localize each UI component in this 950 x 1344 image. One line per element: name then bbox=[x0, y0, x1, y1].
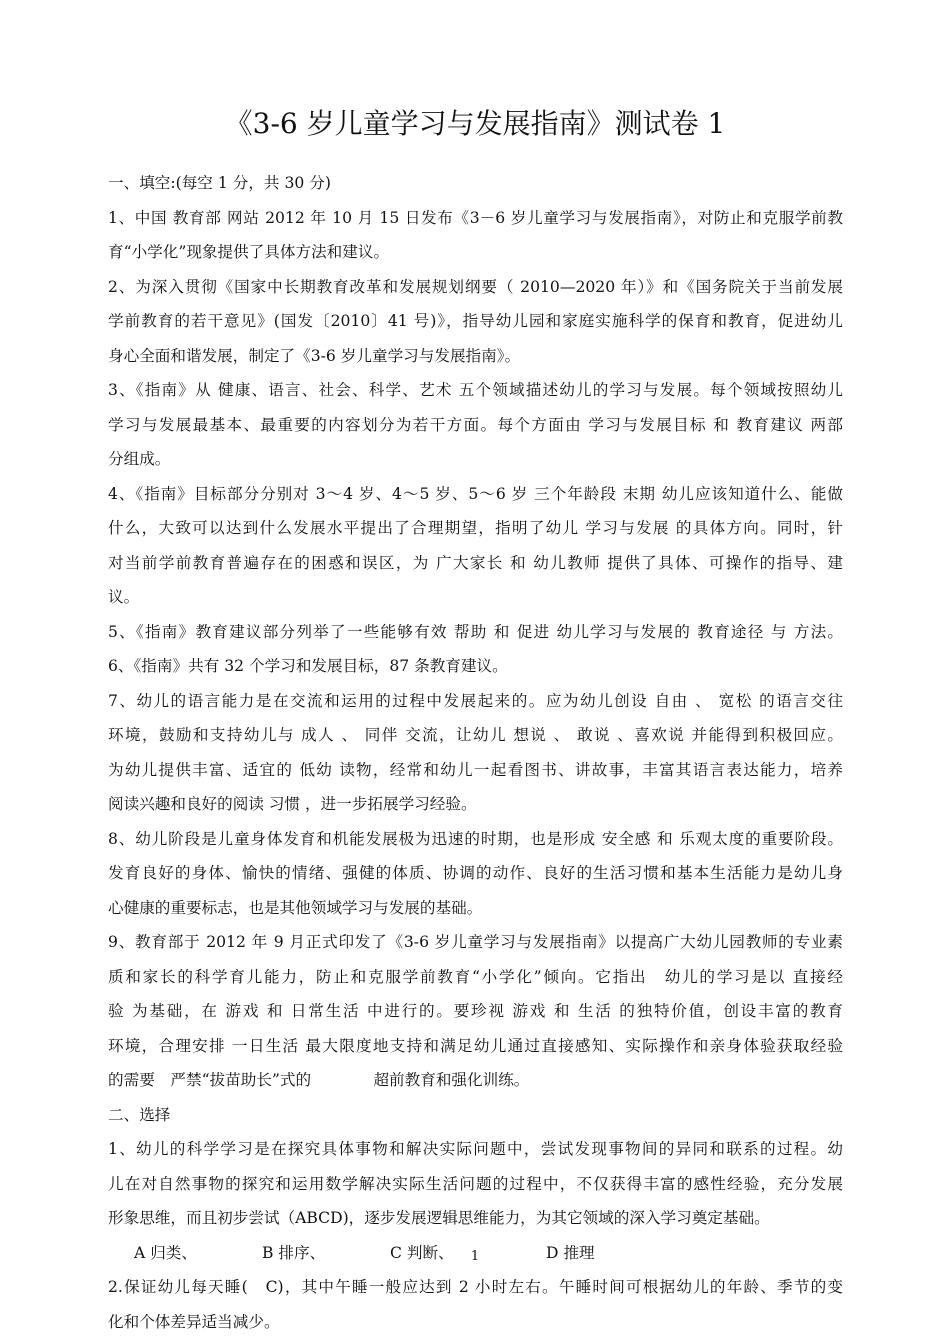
text-line: 发育良好的身体、愉快的情绪、强健的体质、协调的动作、良好的生活习惯和基本生活能力是幼儿身 bbox=[108, 864, 843, 882]
option-d: D 推理 bbox=[546, 1243, 595, 1262]
text-line: 学习与发展最基本、最重要的内容划分为若干方面。每个方面由 学习与发展目标 和 教育建议 两部 bbox=[108, 415, 843, 434]
text-line: 4、《指南》目标部分分别对 3～4 岁、4～5 岁、5～6 岁 三个年龄段 末期 幼儿应该知道什么、能做 bbox=[108, 484, 843, 503]
text-line: 议。 bbox=[108, 588, 140, 606]
document-title: 《3-6 岁儿童学习与发展指南》测试卷 1 bbox=[224, 107, 726, 140]
text-line: 2、为深入贯彻《国家中长期教育改革和发展规划纲要（ 2010—2020 年）》和《国务院关于当前发展 bbox=[108, 277, 843, 296]
text-line: 阅读兴趣和良好的阅读 习惯 ，进一步拓展学习经验。 bbox=[108, 795, 477, 813]
text-line: 化和个体差异适当减少。 bbox=[108, 1312, 280, 1331]
text-line: 什么，大致可以达到什么发展水平提出了合理期望，指明了幼儿 学习与发展 的具体方向。同时，针 bbox=[108, 519, 843, 537]
text-line: 身心全面和谐发展，制定了《3-6 岁儿童学习与发展指南》。 bbox=[108, 346, 521, 365]
text-line: 学前教育的若干意见》(国发〔2010〕41 号)》，指导幼儿园和家庭实施科学的保育和教育，促进幼儿 bbox=[108, 312, 843, 330]
text-line: 心健康的重要标志，也是其他领域学习与发展的基础。 bbox=[108, 898, 483, 917]
text-line: 儿在对自然事物的探究和运用数学解决实际生活问题的过程中，不仅获得丰富的感性经验，充分发展 bbox=[108, 1174, 843, 1193]
option-c: C 判断、 bbox=[390, 1243, 454, 1262]
text-line: 为幼儿提供丰富、适宜的 低幼 读物，经常和幼儿一起看图书、讲故事，丰富其语言表达能力，培养 bbox=[108, 760, 843, 779]
text-line: 质和家长的科学育儿能力，防止和克服学前教育“小学化”倾向。它指出 幼儿的学习是以 直接经 bbox=[108, 967, 843, 986]
text-line: 5、《指南》教育建议部分列举了一些能够有效 帮助 和 促进 幼儿学习与发展的 教育途径 与 方法。 bbox=[108, 622, 843, 641]
page-number: 1 bbox=[470, 1249, 480, 1264]
document-body bbox=[108, 166, 843, 1339]
text-line: 对当前学前教育普遍存在的困惑和误区，为 广大家长 和 幼儿教师 提供了具体、可操作的指导、建 bbox=[108, 553, 843, 572]
text-line: 8、幼儿阶段是儿童身体发育和机能发展极为迅速的时期，也是形成 安全感 和 乐观太度的重要阶段。 bbox=[108, 829, 843, 848]
section-heading: 一、填空:(每空 1 分，共 30 分) bbox=[108, 174, 331, 192]
option-b: B 排序、 bbox=[262, 1243, 326, 1262]
text-line: 形象思维，而且初步尝试（ABCD)，逐步发展逻辑思维能力，为其它领域的深入学习奠定基础。 bbox=[108, 1209, 770, 1227]
option-a: A 归类、 bbox=[134, 1243, 197, 1262]
text-line: 的需要 严禁“拔苗助长”式的 超前教育和强化训练。 bbox=[108, 1071, 530, 1089]
text-line: 育“小学化”现象提供了具体方法和建议。 bbox=[108, 243, 390, 261]
text-line: 验 为基础，在 游戏 和 日常生活 中进行的。要珍视 游戏 和 生活 的独特价值，创设丰富的教育 bbox=[108, 1002, 843, 1020]
text-line: 环境，合理安排 一日生活 最大限度地支持和满足幼儿通过直接感知、实际操作和亲身体验获取经验 bbox=[108, 1036, 843, 1055]
text-line: 1、中国 教育部 网站 2012 年 10 月 15 日发布《3－6 岁儿童学习与发展指南》，对防止和克服学前教 bbox=[108, 208, 843, 227]
text-line: 环境，鼓励和支持幼儿与 成人 、 同伴 交流，让幼儿 想说 、 敢说 、喜欢说 并能得到积极回应。 bbox=[108, 726, 843, 744]
text-line: 9、教育部于 2012 年 9 月正式印发了《3-6 岁儿童学习与发展指南》以提高广大幼儿园教师的专业素 bbox=[108, 933, 843, 951]
section-heading: 二、选择 bbox=[108, 1105, 171, 1124]
text-line: 7、幼儿的语言能力是在交流和运用的过程中发展起来的。应为幼儿创设 自由 、 宽松 的语言交往 bbox=[108, 691, 843, 710]
text-line: 1、幼儿的科学学习是在探究具体事物和解决实际问题中，尝试发现事物间的异同和联系的过程。幼 bbox=[108, 1140, 843, 1158]
text-line: 6、《指南》共有 32 个学习和发展目标，87 条教育建议。 bbox=[108, 657, 508, 675]
text-line: 分组成。 bbox=[108, 450, 171, 468]
text-line: 3、《指南》从 健康、语言、社会、科学、艺术 五个领域描述幼儿的学习与发展。每个领域按照幼儿 bbox=[108, 381, 843, 399]
text-line: 2.保证幼儿每天睡( C)，其中午睡一般应达到 2 小时左右。午睡时间可根据幼儿的年龄、季节的变 bbox=[108, 1278, 843, 1296]
